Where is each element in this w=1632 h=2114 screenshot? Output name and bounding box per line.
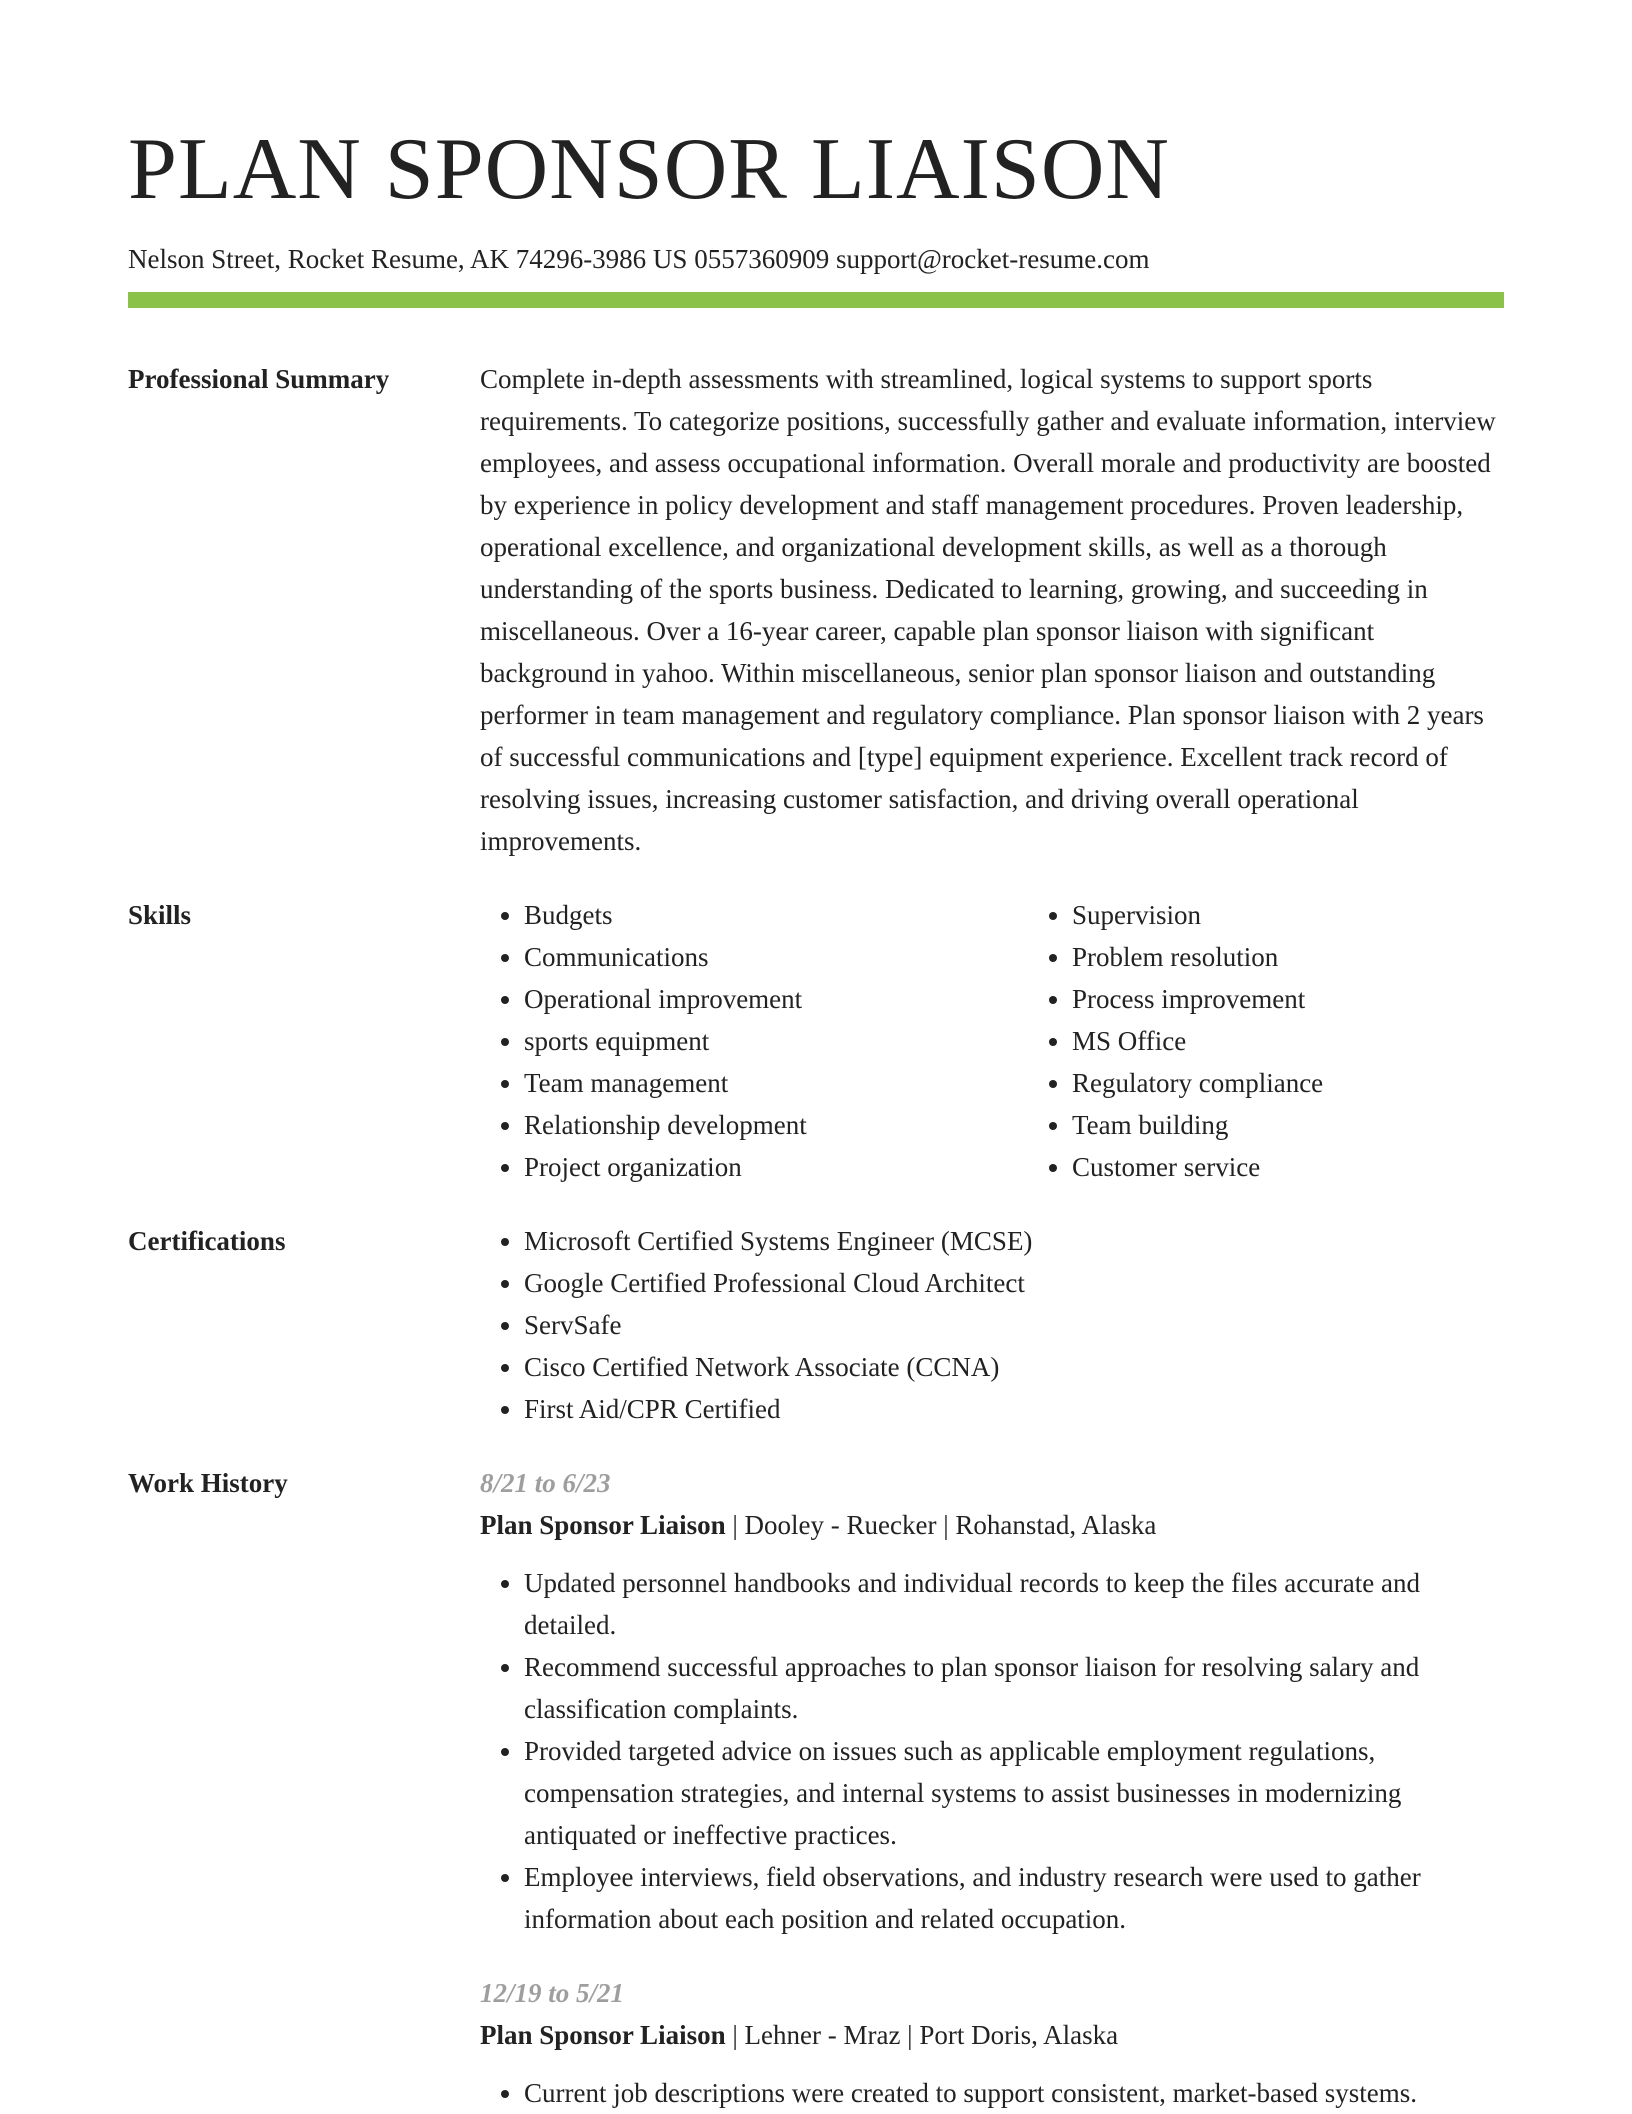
work-history-body [480, 1462, 1504, 2114]
resume-name: PLAN SPONSOR LIAISON [128, 121, 1170, 218]
certifications-body [480, 1220, 1504, 1430]
job-entry [480, 1972, 1504, 2114]
job-heading [480, 1504, 1504, 1546]
job-duty-item: • Recommend successful approaches to plan sponsor liaison for resolving salary and classification complaints. [524, 1646, 1504, 1730]
skill-item: • Regulatory compliance [1072, 1062, 1576, 1104]
contact-info: Nelson Street, Rocket Resume, AK 74296-3986 US 0557360909 support@rocket-resume.com [128, 244, 1150, 274]
job-duties-list [480, 2072, 1504, 2114]
skill-item: • MS Office [1072, 1020, 1576, 1062]
job-title: Plan Sponsor Liaison [480, 1510, 726, 1540]
section-title-professional-summary: Professional Summary [128, 364, 390, 394]
accent-divider [128, 292, 1504, 308]
job-duties-list [480, 1562, 1504, 1940]
skills-list-left [480, 894, 1028, 1188]
certification-item: • Microsoft Certified Systems Engineer (MCSE) [524, 1220, 1504, 1262]
job-duty-item: • Provided targeted advice on issues such as applicable employment regulations, compensation strategies, and internal systems to assist businesses in modernizing antiquated or ineffective practices. [524, 1730, 1504, 1856]
job-dates: 12/19 to 5/21 [480, 1978, 625, 2008]
skill-item: • Project organization [524, 1146, 1028, 1188]
skill-item: • Budgets [524, 894, 1028, 936]
job-dates: 8/21 to 6/23 [480, 1468, 611, 1498]
skill-item: • sports equipment [524, 1020, 1028, 1062]
section-title-certifications: Certifications [128, 1226, 286, 1256]
job-employer-location: | Lehner - Mraz | Port Doris, Alaska [725, 2020, 1119, 2050]
job-duty-item: • Current job descriptions were created to support consistent, market-based systems. [524, 2072, 1504, 2114]
summary-body [480, 358, 1504, 862]
skill-item: • Process improvement [1072, 978, 1576, 1020]
skills-grid [480, 894, 1576, 1188]
job-title: Plan Sponsor Liaison [480, 2020, 726, 2050]
certification-item: • Cisco Certified Network Associate (CCNA) [524, 1346, 1504, 1388]
job-duty-item: • Employee interviews, field observations, and industry research were used to gather information about each position and related occupation. [524, 1856, 1504, 1940]
section-title-work-history: Work History [128, 1468, 288, 1498]
skill-item: • Team management [524, 1062, 1028, 1104]
job-heading [480, 2014, 1504, 2056]
skills-list-right [1028, 894, 1576, 1188]
skill-item: • Problem resolution [1072, 936, 1576, 978]
summary-text: Complete in-depth assessments with streamlined, logical systems to support sports requirements. To categorize positions, successfully gather and evaluate information, interview employees, and assess occupational information. Overall morale and productivity are boosted by experience in policy development and staff management procedures. Proven leadership, operational excellence, and organizational development skills, as well as a thorough understanding of the sports business. Dedicated to learning, growing, and succeeding in miscellaneous. Over a 16-year career, capable plan sponsor liaison with significant background in yahoo. Within miscellaneous, senior plan sponsor liaison and outstanding performer in team management and regulatory compliance. Plan sponsor liaison with 2 years of successful communications and [type] equipment experience. Excellent track record of resolving issues, increasing customer satisfaction, and driving overall operational improvements. [480, 364, 1496, 856]
skill-item: • Team building [1072, 1104, 1576, 1146]
skill-item: • Operational improvement [524, 978, 1028, 1020]
certifications-list [480, 1220, 1504, 1430]
certification-item: • Google Certified Professional Cloud Architect [524, 1262, 1504, 1304]
professional-summary-section [128, 358, 1504, 862]
work-history-section [128, 1462, 1504, 2114]
job-entry [480, 1462, 1504, 1940]
certifications-section [128, 1220, 1504, 1430]
skill-item: • Relationship development [524, 1104, 1028, 1146]
skill-item: • Supervision [1072, 894, 1576, 936]
skills-section [128, 894, 1504, 1188]
certification-item: • ServSafe [524, 1304, 1504, 1346]
skill-item: • Customer service [1072, 1146, 1576, 1188]
certification-item: • First Aid/CPR Certified [524, 1388, 1504, 1430]
job-employer-location: | Dooley - Ruecker | Rohanstad, Alaska [725, 1510, 1157, 1540]
section-title-skills: Skills [128, 900, 192, 930]
job-duty-item: • Updated personnel handbooks and individual records to keep the files accurate and detailed. [524, 1562, 1504, 1646]
skill-item: • Communications [524, 936, 1028, 978]
